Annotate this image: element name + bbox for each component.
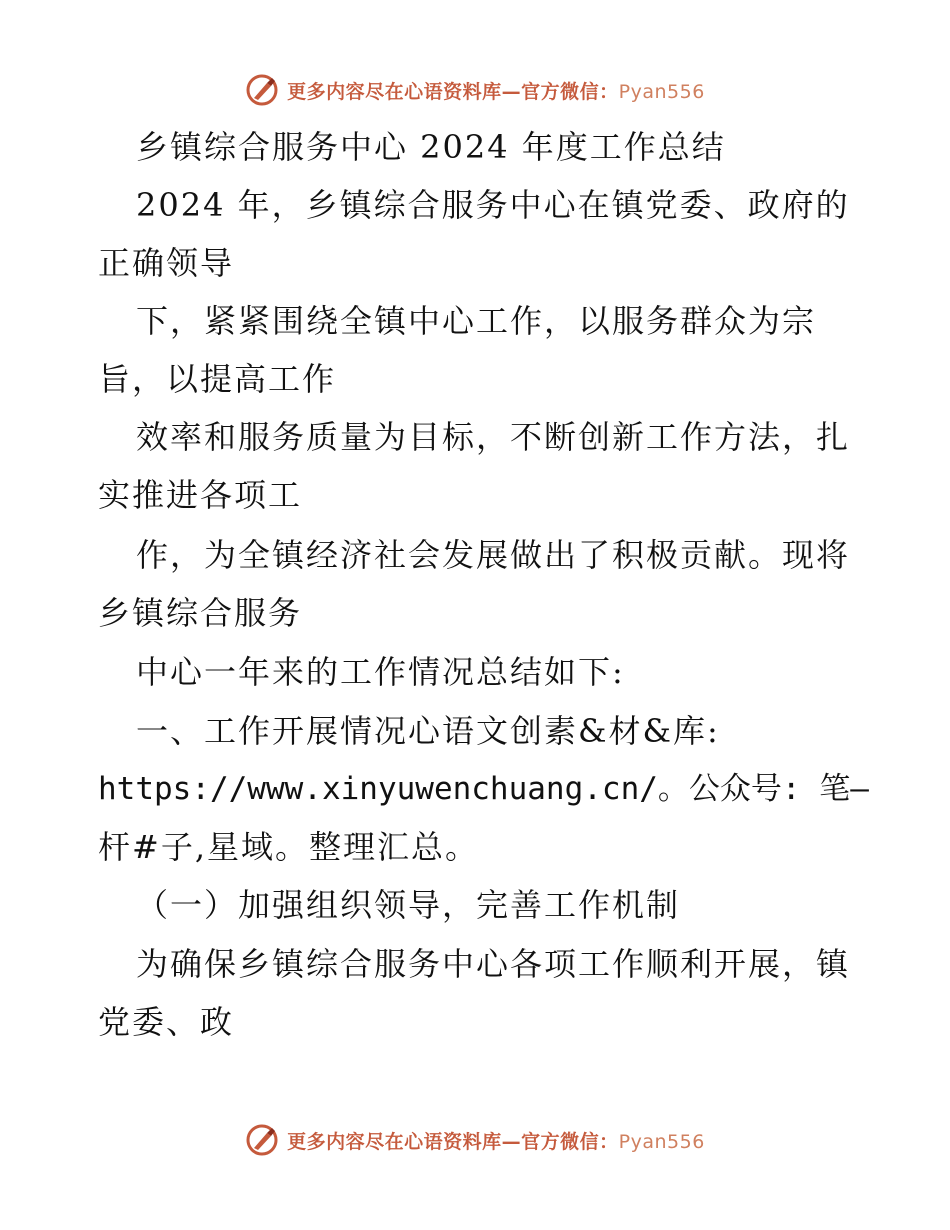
paragraph-line: 为确保乡镇综合服务中心各项工作顺利开展，镇 — [136, 945, 851, 983]
paragraph-line: 效率和服务质量为目标，不断创新工作方法，扎 — [136, 418, 851, 456]
watermark-text: 更多内容尽在心语资料库—官方微信：Pyan556 — [287, 80, 705, 103]
wechat-id: Pyan556 — [618, 1130, 705, 1153]
pen-circle-logo-icon — [245, 1123, 279, 1157]
watermark-text: 更多内容尽在心语资料库—官方微信：Pyan556 — [287, 1130, 705, 1153]
paragraph-line: 作，为全镇经济社会发展做出了积极贡献。现将 — [136, 536, 851, 574]
paragraph-line: 党委、政 — [98, 1003, 235, 1041]
paragraph-line: 中心一年来的工作情况总结如下: — [136, 653, 625, 691]
subsection-heading: （一）加强组织领导，完善工作机制 — [136, 886, 681, 924]
paragraph-line: 杆#子,星域。整理汇总。 — [98, 828, 479, 866]
source-link-line: https://www.xinyuwenchuang.cn/。公众号: 笔— — [98, 771, 869, 807]
pen-circle-logo-icon — [245, 73, 279, 107]
watermark-banner-top — [0, 70, 950, 110]
paragraph-line: 2024 年，乡镇综合服务中心在镇党委、政府的 — [136, 186, 850, 224]
paragraph-line: 实推进各项工 — [98, 476, 303, 514]
watermark-banner-bottom — [0, 1120, 950, 1160]
section-heading: 一、工作开展情况心语文创素&材&库: — [136, 712, 720, 750]
paragraph-line: 乡镇综合服务 — [98, 594, 303, 632]
wechat-id: Pyan556 — [618, 80, 705, 103]
paragraph-line: 正确领导 — [98, 244, 235, 282]
paragraph-line: 旨，以提高工作 — [98, 360, 337, 398]
paragraph-line: 下，紧紧围绕全镇中心工作，以服务群众为宗 — [136, 302, 817, 340]
document-title: 乡镇综合服务中心 2024 年度工作总结 — [136, 128, 726, 166]
